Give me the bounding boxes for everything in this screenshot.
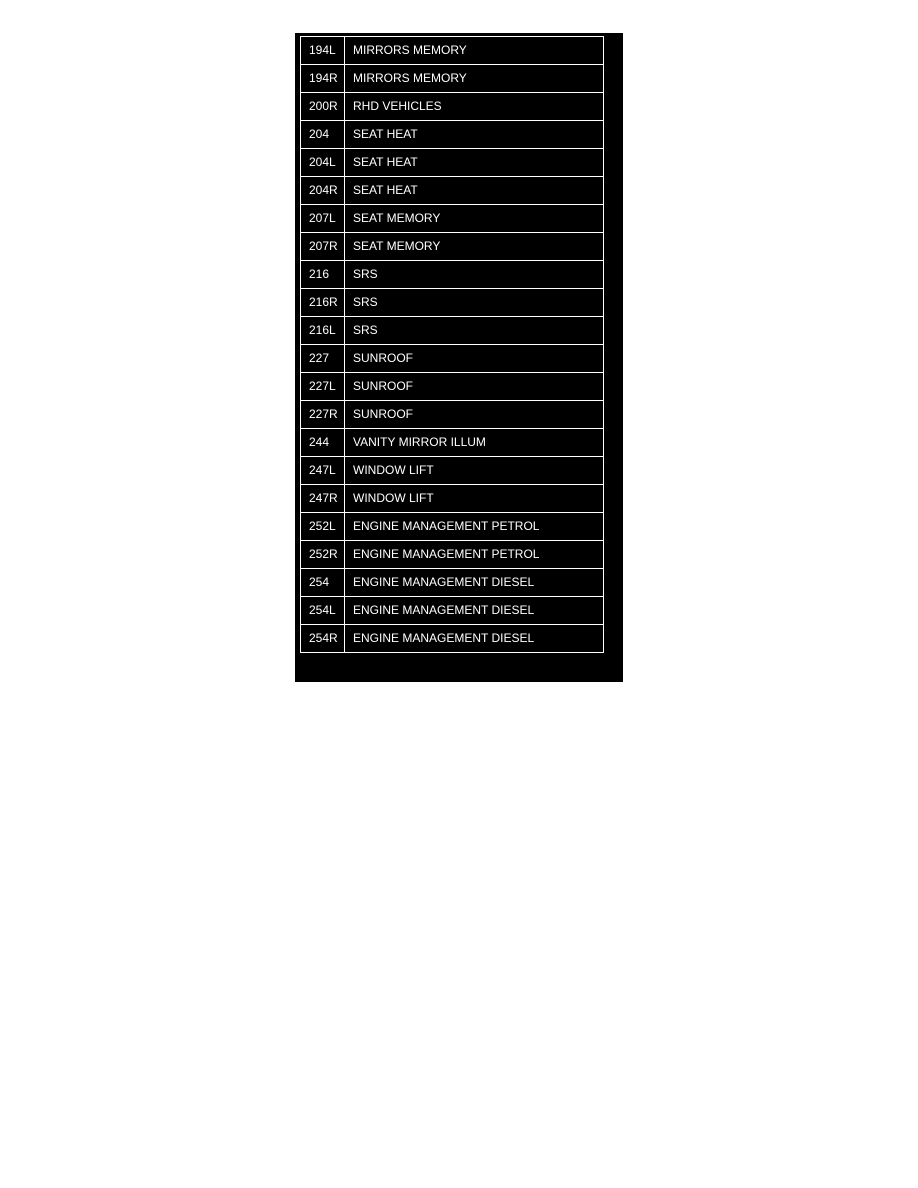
table-row	[301, 261, 604, 289]
row-code: 227	[301, 345, 345, 373]
row-code: 254R	[301, 625, 345, 653]
row-description: ENGINE MANAGEMENT DIESEL	[345, 569, 604, 597]
row-code: 254	[301, 569, 345, 597]
row-description: SRS	[345, 289, 604, 317]
table-row	[301, 177, 604, 205]
table-row	[301, 93, 604, 121]
code-table-panel	[295, 33, 623, 682]
table-row	[301, 625, 604, 653]
table-row	[301, 513, 604, 541]
table-row	[301, 429, 604, 457]
row-description: SEAT MEMORY	[345, 205, 604, 233]
row-code: 227L	[301, 373, 345, 401]
row-code: 194L	[301, 37, 345, 65]
row-code: 194R	[301, 65, 345, 93]
table-row	[301, 401, 604, 429]
row-description: WINDOW LIFT	[345, 485, 604, 513]
table-row	[301, 457, 604, 485]
row-code: 247R	[301, 485, 345, 513]
table-row	[301, 485, 604, 513]
row-code: 216L	[301, 317, 345, 345]
table-row	[301, 233, 604, 261]
row-code: 244	[301, 429, 345, 457]
table-row	[301, 597, 604, 625]
row-code: 207L	[301, 205, 345, 233]
row-description: RHD VEHICLES	[345, 93, 604, 121]
table-row	[301, 37, 604, 65]
row-description: WINDOW LIFT	[345, 457, 604, 485]
row-description: VANITY MIRROR ILLUM	[345, 429, 604, 457]
row-code: 216R	[301, 289, 345, 317]
row-description: SEAT MEMORY	[345, 233, 604, 261]
row-code: 200R	[301, 93, 345, 121]
row-description: ENGINE MANAGEMENT DIESEL	[345, 625, 604, 653]
code-table	[300, 36, 604, 653]
row-code: 204R	[301, 177, 345, 205]
row-description: SEAT HEAT	[345, 177, 604, 205]
row-code: 207R	[301, 233, 345, 261]
table-row	[301, 149, 604, 177]
row-description: SRS	[345, 317, 604, 345]
row-code: 204	[301, 121, 345, 149]
row-description: SEAT HEAT	[345, 121, 604, 149]
table-row	[301, 541, 604, 569]
row-description: MIRRORS MEMORY	[345, 37, 604, 65]
row-description: SUNROOF	[345, 373, 604, 401]
row-code: 247L	[301, 457, 345, 485]
row-description: SUNROOF	[345, 401, 604, 429]
table-row	[301, 569, 604, 597]
table-row	[301, 205, 604, 233]
row-description: SRS	[345, 261, 604, 289]
table-row	[301, 289, 604, 317]
row-code: 252L	[301, 513, 345, 541]
row-code: 204L	[301, 149, 345, 177]
row-description: ENGINE MANAGEMENT DIESEL	[345, 597, 604, 625]
table-row	[301, 317, 604, 345]
row-description: MIRRORS MEMORY	[345, 65, 604, 93]
row-description: SUNROOF	[345, 345, 604, 373]
row-code: 227R	[301, 401, 345, 429]
table-row	[301, 121, 604, 149]
row-description: ENGINE MANAGEMENT PETROL	[345, 513, 604, 541]
row-code: 254L	[301, 597, 345, 625]
row-code: 216	[301, 261, 345, 289]
table-row	[301, 373, 604, 401]
row-description: ENGINE MANAGEMENT PETROL	[345, 541, 604, 569]
row-description: SEAT HEAT	[345, 149, 604, 177]
table-row	[301, 345, 604, 373]
table-row	[301, 65, 604, 93]
row-code: 252R	[301, 541, 345, 569]
code-table-body	[301, 37, 604, 653]
